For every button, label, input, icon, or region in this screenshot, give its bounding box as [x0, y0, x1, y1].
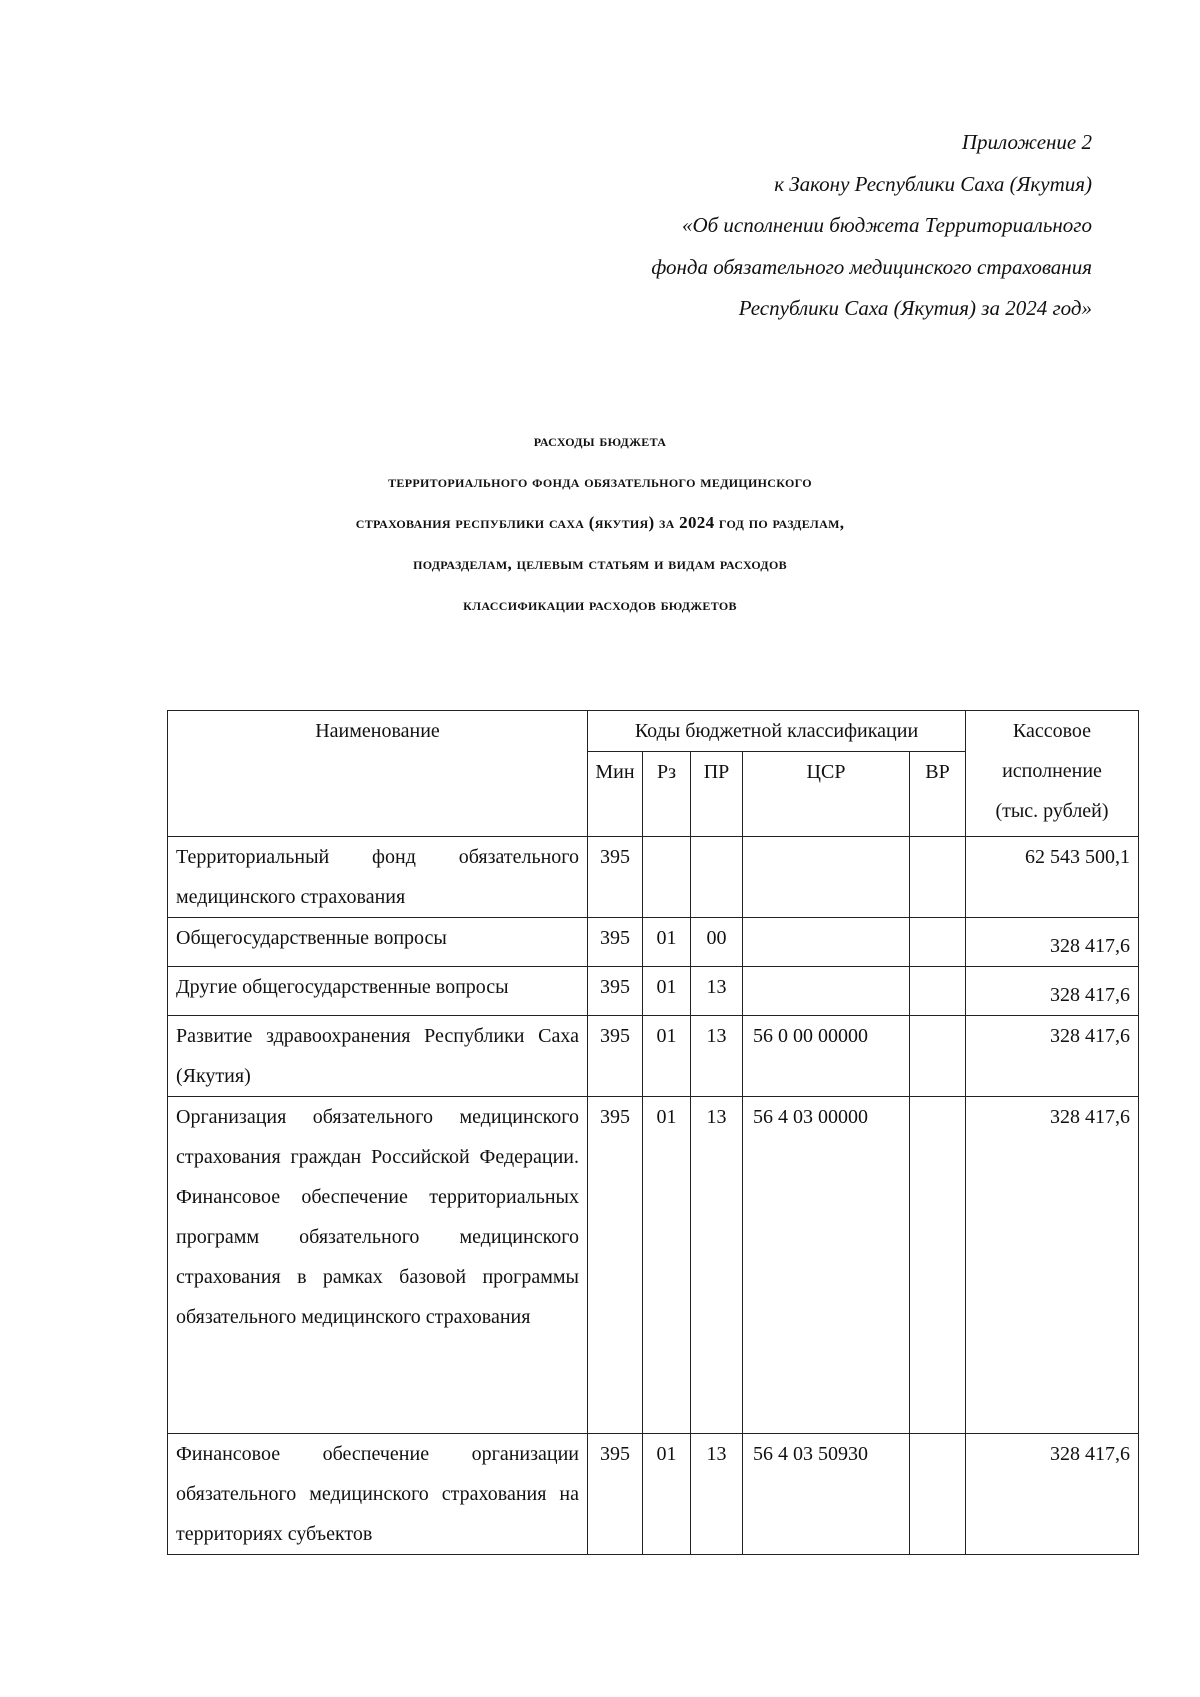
header-min: Мин [588, 752, 643, 837]
row-name: Развитие здравоохранения Республики Саха (Якутия) [168, 1016, 588, 1097]
title-line: подразделам, целевым статьям и видам расходов [413, 554, 787, 573]
title-line: расходы бюджета [533, 431, 667, 450]
row-min: 395 [588, 1016, 643, 1097]
appendix-line: «Об исполнении бюджета Территориального [681, 213, 1092, 237]
appendix-line: Приложение 2 [961, 130, 1092, 154]
row-sum: 328 417,6 [966, 918, 1139, 967]
row-csr [743, 967, 910, 1016]
table-row [168, 1097, 1139, 1434]
appendix-line: Республики Саха (Якутия) за 2024 год» [738, 296, 1092, 320]
row-sum: 328 417,6 [966, 1434, 1139, 1555]
row-rz: 01 [643, 1434, 691, 1555]
appendix-line: фонда обязательного медицинского страхования [651, 254, 1092, 279]
row-rz: 01 [643, 1097, 691, 1434]
table-row [168, 837, 1139, 918]
row-csr [743, 837, 910, 918]
table-header-row [168, 711, 1139, 752]
row-csr: 56 4 03 50930 [743, 1434, 910, 1555]
row-min: 395 [588, 967, 643, 1016]
title-line: классификации расходов бюджетов [463, 595, 737, 614]
header-sum-line: Кассовое [1012, 720, 1092, 742]
row-min: 395 [588, 1434, 643, 1555]
header-sum [966, 711, 1139, 837]
row-pr: 00 [691, 918, 743, 967]
table-row [168, 1016, 1139, 1097]
row-rz [643, 837, 691, 918]
row-name: Общегосударственные вопросы [168, 918, 588, 967]
appendix-line: к Закону Республики Саха (Якутия) [774, 171, 1092, 196]
header-name: Наименование [168, 711, 588, 837]
row-csr: 56 4 03 00000 [743, 1097, 910, 1434]
appendix-note [651, 122, 1092, 330]
row-sum: 328 417,6 [966, 1097, 1139, 1434]
row-vr [910, 967, 966, 1016]
title-line: территориального фонда обязательного медицинского [388, 472, 812, 491]
row-name: Организация обязательного медицинского страхования граждан Российской Федерации. Финансовое обеспечение территориальных программ обязательного медицинского страхования в рамках базовой программы обязательного медицинского страхования [168, 1097, 588, 1434]
row-min: 395 [588, 918, 643, 967]
row-sum: 328 417,6 [966, 1016, 1139, 1097]
row-rz: 01 [643, 1016, 691, 1097]
row-vr [910, 918, 966, 967]
document-title [150, 420, 1050, 625]
row-pr: 13 [691, 1016, 743, 1097]
row-pr: 13 [691, 1434, 743, 1555]
row-csr: 56 0 00 00000 [743, 1016, 910, 1097]
row-name: Территориальный фонд обязательного медицинского страхования [168, 837, 588, 918]
row-vr [910, 1097, 966, 1434]
row-pr [691, 837, 743, 918]
title-line: страхования республики саха (якутия) за 2024 год по разделам, [355, 513, 845, 532]
row-sum: 328 417,6 [966, 967, 1139, 1016]
table-row [168, 1434, 1139, 1555]
header-pr: ПР [691, 752, 743, 837]
row-vr [910, 837, 966, 918]
row-min: 395 [588, 1097, 643, 1434]
header-codes: Коды бюджетной классификации [588, 711, 966, 752]
table-row [168, 967, 1139, 1016]
expenses-table [167, 710, 1139, 1555]
header-vr: ВР [910, 752, 966, 837]
header-rz: Рз [643, 752, 691, 837]
header-csr: ЦСР [743, 752, 910, 837]
row-csr [743, 918, 910, 967]
header-sum-line: исполнение [1002, 760, 1102, 782]
row-vr [910, 1016, 966, 1097]
header-sum-line: (тыс. рублей) [995, 800, 1109, 822]
table-row [168, 918, 1139, 967]
row-rz: 01 [643, 967, 691, 1016]
row-rz: 01 [643, 918, 691, 967]
row-name: Другие общегосударственные вопросы [168, 967, 588, 1016]
row-name: Финансовое обеспечение организации обязательного медицинского страхования на территориях субъектов [168, 1434, 588, 1555]
row-vr [910, 1434, 966, 1555]
row-pr: 13 [691, 1097, 743, 1434]
row-pr: 13 [691, 967, 743, 1016]
row-sum: 62 543 500,1 [966, 837, 1139, 918]
row-min: 395 [588, 837, 643, 918]
